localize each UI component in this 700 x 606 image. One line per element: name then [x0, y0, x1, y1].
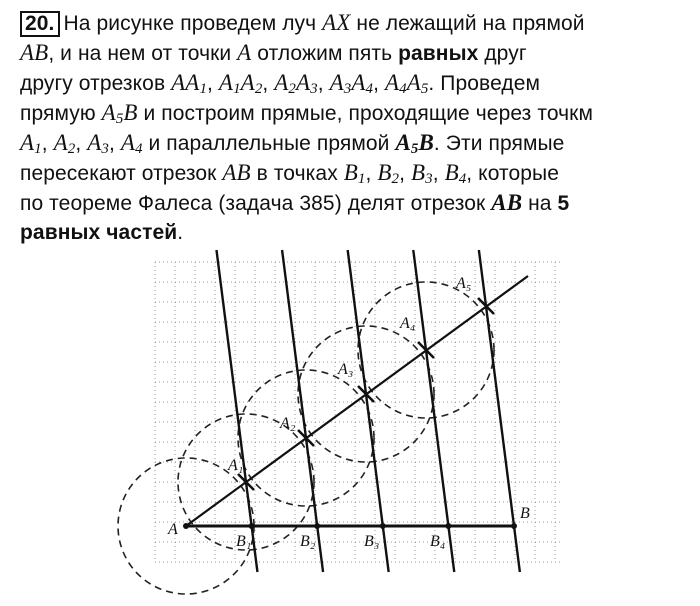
- label-b: B: [520, 505, 530, 522]
- math-symbol: $A_5$: [101, 100, 124, 127]
- math-symbol: $A_3$: [329, 70, 352, 97]
- label-a4: A₄: [400, 315, 416, 332]
- label-a2: A₂: [280, 415, 296, 432]
- math-symbol: $A_4$: [120, 130, 143, 157]
- text-line: по теореме Фалеса (задача 385) делят отрезок AB на 5: [20, 190, 570, 215]
- ray-ax: [186, 276, 528, 526]
- label-b4: B₄: [430, 533, 446, 550]
- math-symbol: $A_2$: [53, 130, 76, 157]
- label-a1: A₁: [228, 457, 244, 474]
- math-symbol: $B_2$: [377, 160, 400, 187]
- label-b1: B₁: [236, 533, 252, 550]
- emphasis: равных частей: [20, 221, 178, 244]
- label-a5: A₅: [456, 275, 472, 292]
- emphasis: 5: [557, 192, 570, 215]
- math-symbol: $A_4$: [384, 70, 407, 97]
- label-a: A: [168, 521, 178, 538]
- math-symbol: AX: [322, 10, 351, 35]
- math-symbol: AB: [222, 160, 251, 185]
- parallel-lines: [216, 250, 519, 572]
- math-symbol: $A_2$: [240, 70, 263, 97]
- math-symbol: $A_4$: [351, 70, 374, 97]
- text-line: 20. На рисунке проведем луч AX не лежащий на прямой: [20, 8, 690, 38]
- text-line: AB, и на нем от точки A отложим пять равных друг: [20, 40, 527, 65]
- math-symbol: $B_3$: [410, 160, 433, 187]
- emphasis: равных: [398, 42, 479, 65]
- math-symbol: $A_3$: [296, 70, 318, 97]
- label-b3: B₃: [364, 533, 380, 550]
- point-labels: [167, 275, 530, 550]
- math-symbol: $A_1$: [218, 70, 241, 97]
- text-line: прямую $A_5B$ и построим прямые, проходящие через точкм: [20, 100, 594, 127]
- problem-number: 20.: [20, 11, 60, 37]
- point-a: [183, 523, 189, 529]
- point-b-i: [380, 523, 386, 529]
- label-a3: A₃: [338, 361, 354, 378]
- math-symbol: $A_5$: [406, 70, 429, 97]
- math-symbol: $A_3$: [87, 130, 109, 157]
- point-b: [511, 523, 517, 529]
- text-line: пересекают отрезок AB в точках $B_1$, $B_2$, $B_3$, $B_4$, которые: [20, 160, 560, 187]
- math-symbol: $B_4$: [444, 160, 467, 187]
- math-symbol: $A_1$: [20, 130, 42, 157]
- text-line: другу отрезков $AA_1$, $A_1A_2$, $A_2A_3$, $A_3A_4$, $A_4A_5$. Проведем: [20, 70, 541, 97]
- math-symbol: B: [123, 100, 138, 125]
- math-symbol: AB: [20, 40, 49, 65]
- math-symbol: AB: [491, 190, 523, 215]
- math-symbol: B: [418, 130, 434, 155]
- point-b-i: [314, 523, 320, 529]
- math-symbol: $AA_1$: [171, 70, 208, 97]
- math-symbol: A: [237, 40, 252, 65]
- point-b-i: [445, 523, 451, 529]
- math-symbol: $A_2$: [274, 70, 296, 97]
- math-symbol: $B_1$: [343, 160, 366, 187]
- text-line: равных частей.: [20, 221, 184, 244]
- math-symbol: $A_5$: [395, 130, 419, 157]
- text-line: $A_1$, $A_2$, $A_3$, $A_4$ и параллельные прямой $A_5B$. Эти прямые: [20, 130, 565, 157]
- label-b2: B₂: [300, 533, 316, 550]
- point-b-i: [249, 523, 255, 529]
